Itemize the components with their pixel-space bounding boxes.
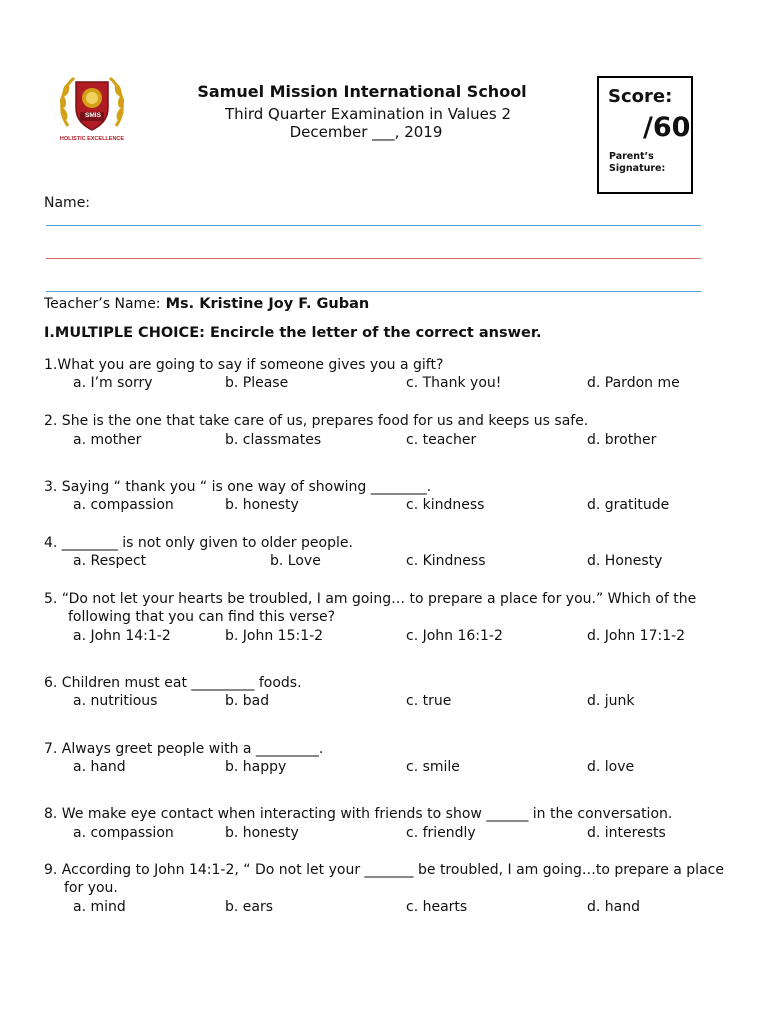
option-8a[interactable]: a. compassion	[73, 825, 174, 841]
option-1b[interactable]: b. Please	[225, 375, 289, 391]
question-9-cont: for you.	[64, 880, 118, 896]
question-5: 5. “Do not let your hearts be troubled, I am going… to prepare a place for you.” Which of the	[44, 591, 697, 607]
option-9b[interactable]: b. ears	[225, 899, 274, 915]
option-1a[interactable]: a. I’m sorry	[73, 375, 153, 391]
option-8b[interactable]: b. honesty	[225, 825, 299, 841]
parent-signature-label: Parent’s Signature:	[609, 151, 666, 174]
option-9c[interactable]: c. hearts	[406, 899, 468, 915]
name-line-2[interactable]	[46, 258, 701, 259]
question-6: 6. Children must eat _________ foods.	[44, 675, 302, 691]
question-5-cont: following that you can find this verse?	[68, 609, 336, 625]
option-5b[interactable]: b. John 15:1-2	[225, 628, 324, 644]
option-7c[interactable]: c. smile	[406, 759, 460, 775]
option-2b[interactable]: b. classmates	[225, 432, 322, 448]
question-1: 1.What you are going to say if someone gives you a gift?	[44, 357, 444, 373]
option-6b[interactable]: b. bad	[225, 693, 270, 709]
option-4d[interactable]: d. Honesty	[587, 553, 663, 569]
name-label: Name:	[44, 195, 91, 211]
school-crest-icon	[54, 68, 130, 144]
option-1d[interactable]: d. Pardon me	[587, 375, 680, 391]
option-7b[interactable]: b. happy	[225, 759, 287, 775]
option-8c[interactable]: c. friendly	[406, 825, 476, 841]
option-4c[interactable]: c. Kindness	[406, 553, 486, 569]
school-logo	[54, 68, 130, 144]
option-6a[interactable]: a. nutritious	[73, 693, 158, 709]
option-2a[interactable]: a. mother	[73, 432, 142, 448]
option-4a[interactable]: a. Respect	[73, 553, 147, 569]
option-5c[interactable]: c. John 16:1-2	[406, 628, 503, 644]
option-3d[interactable]: d. gratitude	[587, 497, 670, 513]
option-3c[interactable]: c. kindness	[406, 497, 485, 513]
question-2: 2. She is the one that take care of us, prepares food for us and keeps us safe.	[44, 413, 589, 429]
teacher-row	[44, 293, 369, 312]
question-9: 9. According to John 14:1-2, “ Do not let your _______ be troubled, I am going…to prepare a place	[44, 862, 724, 878]
score-label: Score:	[608, 86, 673, 107]
question-3: 3. Saying “ thank you “ is one way of showing ________.	[44, 479, 432, 495]
option-5d[interactable]: d. John 17:1-2	[587, 628, 686, 644]
logo-motto: HOLISTIC EXCELLENCE	[59, 136, 125, 142]
exam-subtitle: Third Quarter Examination in Values 2	[224, 105, 512, 123]
option-4b[interactable]: b. Love	[270, 553, 321, 569]
name-line-1[interactable]	[46, 225, 701, 226]
score-total: /60	[643, 112, 691, 143]
option-8d[interactable]: d. interests	[587, 825, 666, 841]
teacher-label: Teacher’s Name:	[44, 296, 161, 312]
option-7a[interactable]: a. hand	[73, 759, 126, 775]
name-line-3[interactable]	[46, 291, 701, 292]
question-4: 4. ________ is not only given to older people.	[44, 535, 353, 551]
option-1c[interactable]: c. Thank you!	[406, 375, 502, 391]
teacher-name: Ms. Kristine Joy F. Guban	[165, 296, 370, 312]
section-title: I.MULTIPLE CHOICE: Encircle the letter of the correct answer.	[44, 325, 542, 341]
option-2d[interactable]: d. brother	[587, 432, 657, 448]
option-9a[interactable]: a. mind	[73, 899, 126, 915]
option-2c[interactable]: c. teacher	[406, 432, 477, 448]
option-5a[interactable]: a. John 14:1-2	[73, 628, 171, 644]
school-name: Samuel Mission International School	[197, 82, 527, 101]
question-8: 8. We make eye contact when interacting with friends to show ______ in the conversation.	[44, 806, 673, 822]
logo-text: SMIS	[85, 112, 101, 119]
score-box	[597, 76, 693, 194]
option-6d[interactable]: d. junk	[587, 693, 635, 709]
option-3a[interactable]: a. compassion	[73, 497, 174, 513]
exam-date: December ___, 2019	[289, 123, 443, 141]
option-7d[interactable]: d. love	[587, 759, 635, 775]
question-7: 7. Always greet people with a _________.	[44, 741, 324, 757]
option-6c[interactable]: c. true	[406, 693, 452, 709]
option-3b[interactable]: b. honesty	[225, 497, 299, 513]
option-9d[interactable]: d. hand	[587, 899, 640, 915]
